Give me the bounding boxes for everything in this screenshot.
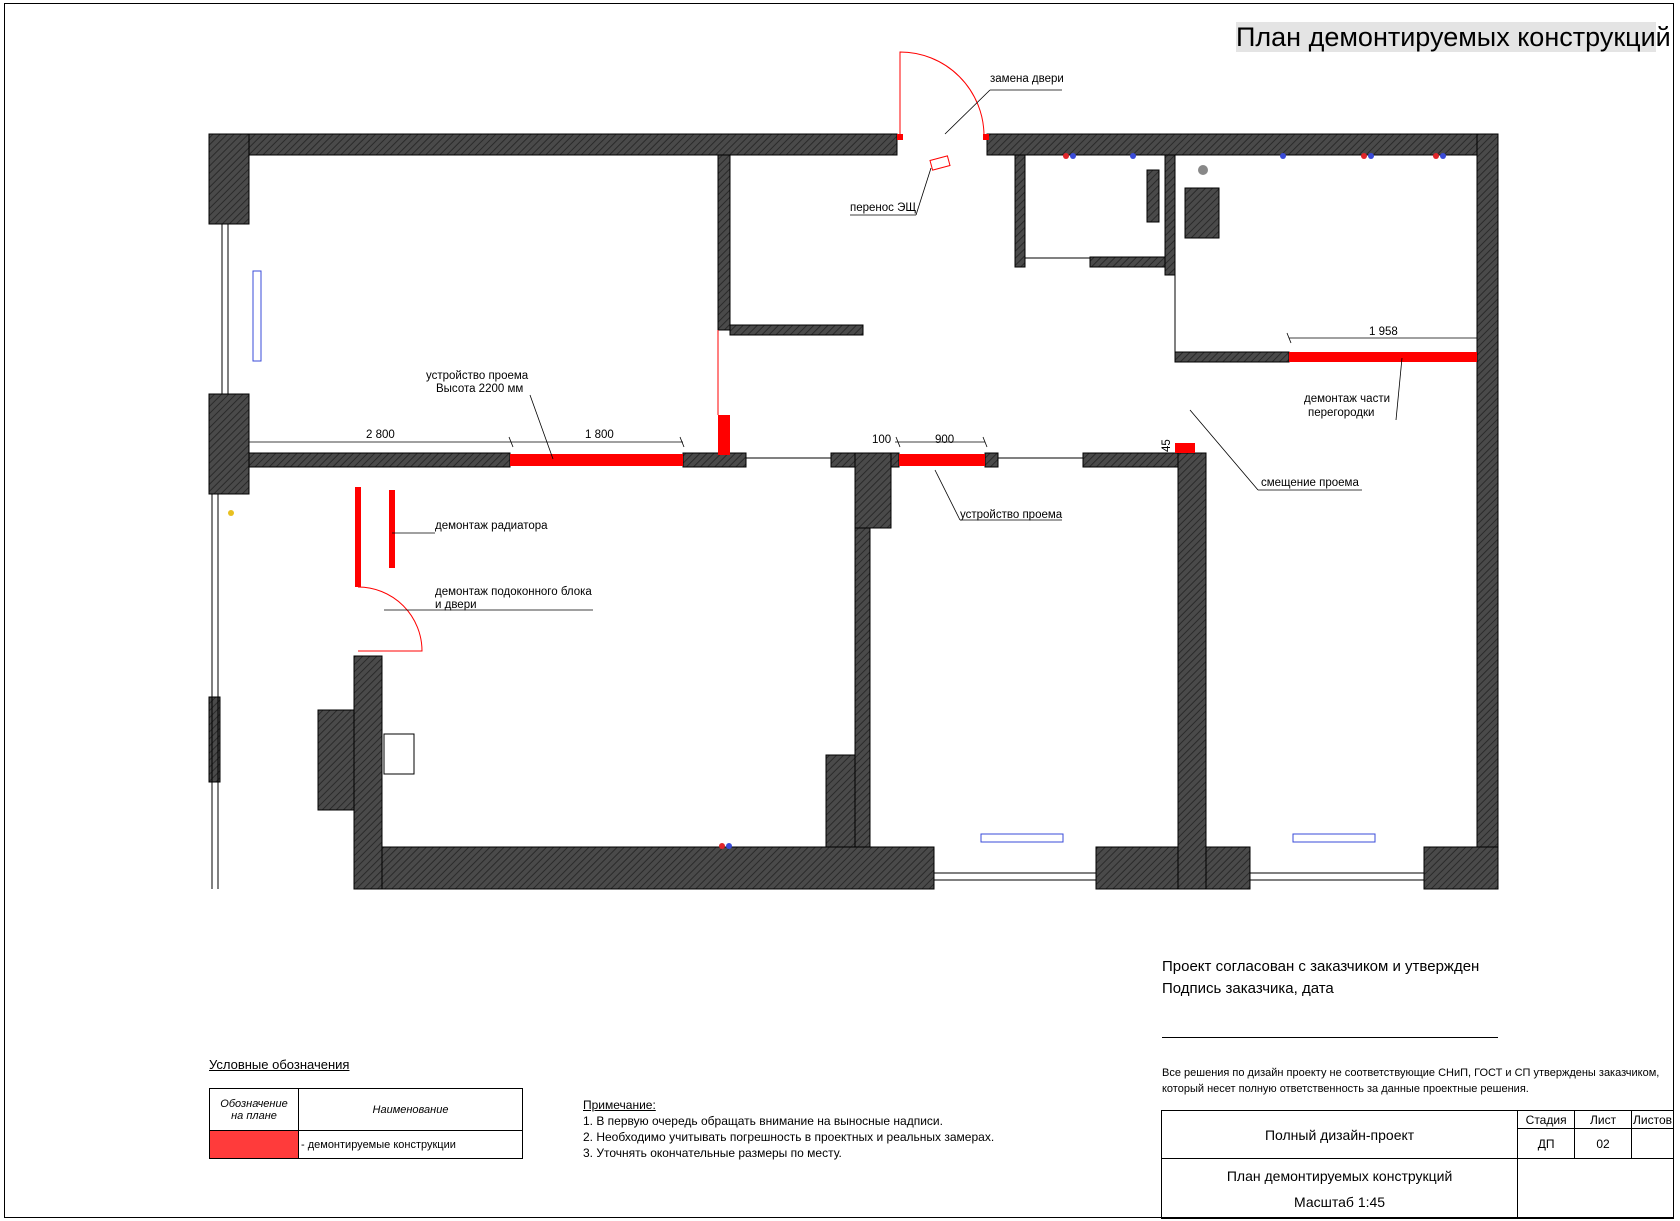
label-radiator: демонтаж радиатора [435, 520, 548, 532]
label-opening-1-line1: устройство проема [426, 370, 529, 382]
wall-left-mid [209, 394, 249, 494]
dim-1800: 1 800 [585, 429, 614, 441]
note-1: 1. В первую очередь обращать внимание на выносные надписи. [583, 1114, 943, 1128]
wall-top-left [209, 134, 897, 155]
legend-row-label: - демонтируемые конструкции [299, 1131, 523, 1159]
label-door-replace: замена двери [990, 73, 1064, 85]
stamp-sheet-title-cell [1162, 1159, 1518, 1219]
wall-living-left [354, 656, 382, 889]
legend-swatch-demolish [210, 1131, 299, 1159]
wall-partition-hall [718, 155, 730, 330]
wall-mid-4 [985, 453, 998, 467]
approval-line-2: Подпись заказчика, дата [1162, 980, 1334, 997]
approval-line-1: Проект согласован с заказчиком и утвержден [1162, 958, 1480, 975]
legend-table [209, 1088, 523, 1159]
title-block [1161, 1110, 1674, 1219]
wall-partition-hall-stub [730, 325, 863, 335]
disclaimer-line-1: Все решения по дизайн проекту не соответствующие СНиП, ГОСТ и СП утверждены заказчиком, [1162, 1067, 1660, 1079]
demolish-hall-wall [718, 415, 730, 455]
wall-bottom-left [354, 847, 934, 889]
dim-100: 100 [872, 434, 892, 446]
disclaimer [1162, 1065, 1659, 1097]
demolish-partition [1289, 352, 1477, 362]
demolish-radiator [389, 490, 395, 568]
signature-line [1162, 1037, 1498, 1038]
wall-living-pillar [318, 710, 354, 810]
demolish-opening-1 [510, 454, 683, 466]
label-opening-2: устройство проема [960, 509, 1063, 521]
wall-bath-left [1015, 155, 1025, 267]
entry-door-arc [900, 52, 984, 136]
demolish-opening-2 [899, 454, 985, 466]
wall-left-upper [209, 134, 249, 224]
stamp-empty-cell [1518, 1159, 1674, 1219]
walls [209, 134, 1498, 889]
dim-900: 900 [935, 434, 955, 446]
wall-shaft-2 [1185, 188, 1219, 238]
sheet-title: План демонтируемых конструкций [1236, 22, 1671, 52]
stamp-sheet-header: Лист [1575, 1111, 1632, 1129]
wall-column [855, 453, 891, 528]
wall-mid-2 [683, 453, 746, 467]
legend-col2-header: Наименование [299, 1089, 523, 1131]
wall-partition-right [1175, 352, 1289, 362]
label-opening-shift: смещение проема [1261, 477, 1359, 489]
note-3: 3. Уточнять окончательные размеры по месту. [583, 1146, 842, 1160]
leader-lines [384, 90, 1402, 610]
notes-heading: Примечание: [583, 1098, 656, 1112]
wall-mid-1 [249, 453, 510, 467]
legend-col1-line2: на плане [231, 1109, 277, 1122]
stamp-sheets-value [1632, 1129, 1674, 1159]
radiator-right [1293, 834, 1375, 842]
dim-2800: 2 800 [366, 429, 395, 441]
wall-niche [826, 755, 855, 847]
wall-top-right [987, 134, 1498, 155]
stamp-stage-value: ДП [1518, 1129, 1575, 1159]
wall-mid-5 [1083, 453, 1178, 467]
wall-bottom-mid [1096, 847, 1250, 889]
demolish-shift [1175, 443, 1195, 453]
panel-symbol [930, 156, 950, 170]
dim-1958: 1 958 [1369, 326, 1398, 338]
radiator-bedroom [981, 834, 1063, 842]
legend-title: Условные обозначения [209, 1057, 350, 1072]
label-sill-line1: демонтаж подоконного блока [435, 586, 592, 598]
label-panel-move: перенос ЭЩ [850, 202, 917, 214]
demolish-sill-block [355, 487, 361, 587]
stamp-sheet-value: 02 [1575, 1129, 1632, 1159]
dimension-lines [249, 333, 1477, 447]
radiator-left [253, 271, 261, 361]
wall-bath-right [1165, 155, 1175, 275]
stamp-stage-header: Стадия [1518, 1111, 1575, 1129]
stamp-sheet-title: План демонтируемых конструкций [1226, 1167, 1453, 1184]
wall-bath-bottom [1090, 257, 1175, 267]
outlets [228, 153, 1446, 849]
stamp-sheets-header: Листов [1633, 1112, 1672, 1127]
disclaimer-line-2: который несет полную ответственность за данные проектные решения. [1162, 1083, 1529, 1095]
note-2: 2. Необходимо учитывать погрешность в проектных и реальных замерах. [583, 1130, 995, 1144]
wall-shaft-1 [1147, 170, 1159, 222]
stamp-scale: Масштаб 1:45 [1294, 1193, 1386, 1210]
label-partition-line1: демонтаж части [1304, 393, 1391, 405]
wall-bottom-right [1424, 847, 1498, 889]
label-sill-line2: и двери [435, 599, 477, 611]
label-opening-1-line2: Высота 2200 мм [436, 383, 524, 395]
wall-right [1477, 134, 1498, 889]
balcony-door-arc [358, 587, 422, 651]
dim-45: 45 [1161, 439, 1173, 452]
stamp-project-type: Полный дизайн-проект [1162, 1111, 1518, 1159]
legend-col1-header [210, 1089, 299, 1131]
legend-col1-line1: Обозначение [220, 1097, 288, 1110]
wall-bedroom-left [855, 528, 870, 847]
wall-bedroom-right [1178, 453, 1206, 889]
label-partition-line2: перегородки [1308, 407, 1375, 419]
